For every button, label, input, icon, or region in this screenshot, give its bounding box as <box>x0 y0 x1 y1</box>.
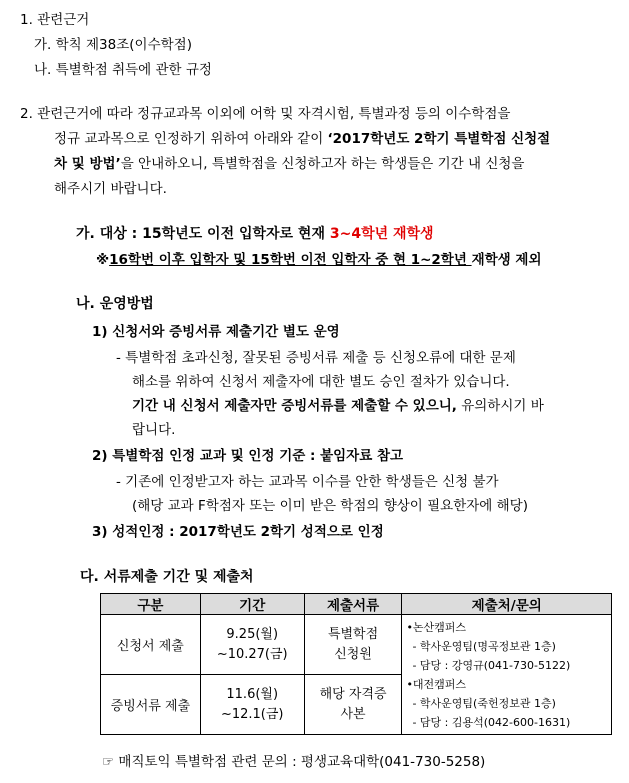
row1-docs-line2: 신청원 <box>334 646 372 662</box>
row2-period-start: 11.6(월) <box>226 686 279 702</box>
table-row <box>101 615 612 675</box>
pointing-hand-icon: ☞ <box>102 754 115 770</box>
method-2-line2: (해당 교과 F학점자 또는 이미 받은 학점의 향상이 필요한자에 해당) <box>132 498 528 514</box>
method-1-line1: - 특별학점 초과신청, 잘못된 증빙서류 제출 등 신청오류에 대한 문제 <box>116 350 516 366</box>
target-line <box>76 223 434 243</box>
target-note-end: 재학생 제외 <box>471 252 542 268</box>
submission-table <box>100 593 612 735</box>
row1-period-end: ~10.27(금) <box>216 646 288 662</box>
method-3-title: 3) 성적인정 : 2017학년도 2학기 성적으로 인정 <box>92 524 384 540</box>
contact-nonsan-office: - 학사운영팀(명곡정보관 1층) <box>412 639 556 653</box>
contact-cell <box>402 615 612 735</box>
section2-line4: 해주시기 바랍니다. <box>54 181 167 197</box>
row1-docs <box>304 615 402 675</box>
method-2-line1: - 기존에 인정받고자 하는 교과목 이수를 안한 학생들은 신청 불가 <box>116 474 499 490</box>
target-note <box>96 248 541 268</box>
section1-item-ga: 가. 학칙 제38조(이수학점) <box>34 37 192 53</box>
table-header-period: 기간 <box>200 594 304 615</box>
contact-nonsan-person: - 담당 : 강영규(041-730-5122) <box>412 658 571 672</box>
table-header-row <box>101 594 612 615</box>
section2-line2-bold: ‘2017학년도 2학기 특별학점 신청절 <box>327 131 551 147</box>
contact-daejeon-office: - 학사운영팀(죽헌정보관 1층) <box>412 696 556 710</box>
method-1-line3-bold: 기간 내 신청서 제출자만 증빙서류를 제출할 수 있으니, <box>132 398 457 414</box>
table-header-type: 구분 <box>101 594 201 615</box>
target-note-mark: ※ <box>96 252 110 268</box>
footer-note <box>102 750 485 770</box>
contact-campus-nonsan: •논산캠퍼스 <box>406 620 467 634</box>
section1-heading: 1. 관련근거 <box>20 12 90 28</box>
row2-period-end: ~12.1(금) <box>220 706 284 722</box>
target-label: 가. 대상 : 15학년도 이전 입학자로 현재 <box>76 226 330 242</box>
target-highlight: 3~4학년 재학생 <box>329 226 434 242</box>
contact-daejeon-person: - 담당 : 김용석(042-600-1631) <box>412 715 571 729</box>
table-header-contact: 제출처/문의 <box>402 594 612 615</box>
section2-line2-text: 정규 교과목으로 인정하기 위하여 아래와 같이 <box>54 131 328 147</box>
row2-docs-line2: 사본 <box>340 706 366 722</box>
section2-line1: 2. 관련근거에 따라 정규교과목 이외에 어학 및 자격시험, 특별과정 등의 이수학점을 <box>20 106 511 122</box>
section2-line3-text: 을 안내하오니, 특별학점을 신청하고자 하는 학생들은 기간 내 신청을 <box>120 156 525 172</box>
method-2-title: 2) 특별학점 인정 교과 및 인정 기준 : 붙임자료 참고 <box>92 448 404 464</box>
row2-period <box>200 675 304 735</box>
row1-type: 신청서 제출 <box>101 615 201 675</box>
method-1-line3-text: 유의하시기 바 <box>456 398 544 414</box>
section2-line2 <box>54 127 550 147</box>
method-1-title: 1) 신청서와 증빙서류 제출기간 별도 운영 <box>92 324 340 340</box>
method-1-line4: 랍니다. <box>132 422 176 438</box>
method-heading: 나. 운영방법 <box>76 296 154 312</box>
target-note-underlined: 16학번 이후 입학자 및 15학번 이전 입학자 중 현 1~2학년 <box>109 252 472 268</box>
submission-heading: 다. 서류제출 기간 및 제출처 <box>80 569 254 585</box>
row2-docs-line1: 해당 자격증 <box>319 686 387 702</box>
section2-line3 <box>54 152 524 172</box>
footer-text: 매직토익 특별학점 관련 문의 : 평생교육대학(041-730-5258) <box>118 754 486 770</box>
row1-period-start: 9.25(월) <box>226 626 279 642</box>
section1-item-na: 나. 특별학점 취득에 관한 규정 <box>34 62 212 78</box>
row2-docs <box>304 675 402 735</box>
method-1-line2: 해소를 위하여 신청서 제출자에 대한 별도 승인 절차가 있습니다. <box>132 374 510 390</box>
row1-docs-line1: 특별학점 <box>327 626 379 642</box>
table-header-docs: 제출서류 <box>304 594 402 615</box>
row1-period <box>200 615 304 675</box>
method-1-line3 <box>132 394 544 414</box>
contact-campus-daejeon: •대전캠퍼스 <box>406 677 467 691</box>
row2-type: 증빙서류 제출 <box>101 675 201 735</box>
section2-line3-bold: 차 및 방법’ <box>54 156 121 172</box>
